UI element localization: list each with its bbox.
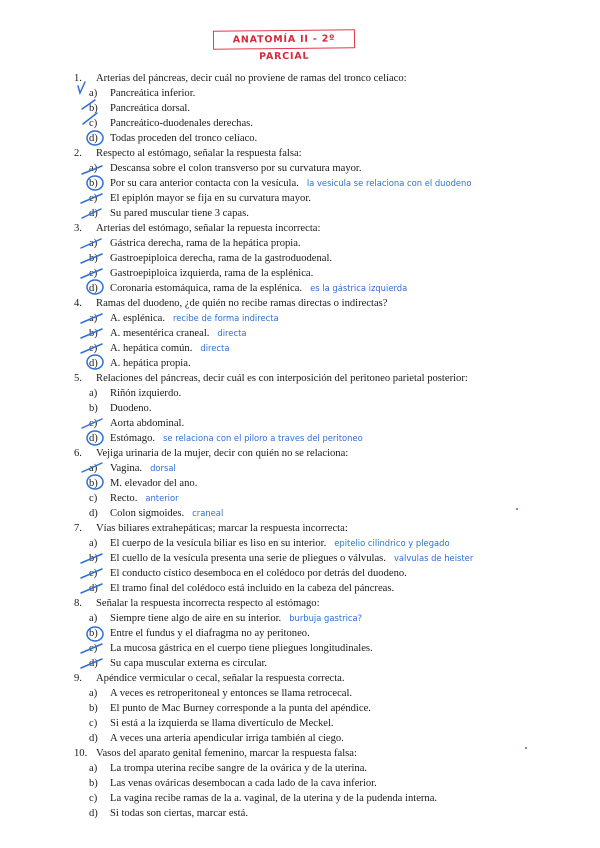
question-number: 8. <box>74 598 82 609</box>
answer-option <box>89 386 181 401</box>
answer-option <box>89 86 195 101</box>
answer-option <box>89 731 344 746</box>
handwritten-note: anterior <box>145 493 179 503</box>
option-letter: c) <box>89 418 98 429</box>
option-letter: d) <box>89 583 98 594</box>
option-letter: c) <box>89 118 98 129</box>
handwritten-note: valvulas de heister <box>393 553 474 563</box>
option-text: A. hepática común. <box>110 343 193 354</box>
question-text: Vías biliares extrahepáticas; marcar la respuesta incorrecta: <box>96 523 348 534</box>
answer-option <box>89 206 249 221</box>
handwritten-note: se relaciona con el piloro a traves del peritoneo <box>163 433 363 443</box>
question-5 <box>74 371 468 386</box>
question-7 <box>74 521 348 536</box>
option-text: El tramo final del colédoco está incluido en la cabeza del páncreas. <box>110 583 395 594</box>
option-letter: a) <box>89 763 98 774</box>
option-text: Vagina. <box>110 463 143 474</box>
option-letter: a) <box>89 88 98 99</box>
handwritten-note: es la gástrica izquierda <box>310 283 408 293</box>
option-text: Gastroepiploica izquierda, rama de la esplénica. <box>110 268 314 279</box>
answer-option <box>89 491 179 506</box>
option-text: El cuello de la vesícula presenta una serie de pliegues o válvulas. <box>110 553 386 564</box>
option-text: La vagina recibe ramas de la a. vaginal, de la uterina y de la pudenda interna. <box>110 793 438 804</box>
option-letter: b) <box>89 628 98 639</box>
option-text: El punto de Mac Burney corresponde a la punta del apéndice. <box>110 703 371 714</box>
answer-option <box>89 776 377 791</box>
answer-option <box>89 626 310 641</box>
question-2 <box>74 146 302 161</box>
handwritten-note: directa <box>200 343 230 353</box>
option-text: Pancreática dorsal. <box>110 103 191 114</box>
option-text: A. mesentérica craneal. <box>110 328 210 339</box>
option-letter: a) <box>89 163 98 174</box>
answer-option <box>89 761 367 776</box>
handwritten-note: burbuja gastrica? <box>289 613 363 623</box>
question-text: Arterias del estómago, señalar la repuesta incorrecta: <box>96 223 321 234</box>
option-letter: d) <box>89 658 98 669</box>
option-letter: d) <box>89 733 98 744</box>
question-text: Vasos del aparato genital femenino, marcar la respuesta falsa: <box>96 748 357 759</box>
option-letter: d) <box>89 133 98 144</box>
option-text: Todas proceden del tronco celíaco. <box>110 133 258 144</box>
answer-option <box>89 791 437 806</box>
answer-option <box>89 311 279 326</box>
question-text: Relaciones del páncreas, decir cuál es con interposición del peritoneo parietal posterior: <box>96 373 468 384</box>
option-text: Su capa muscular externa es circular. <box>110 658 268 669</box>
option-text: A. esplénica. <box>110 313 166 324</box>
option-letter: d) <box>89 433 98 444</box>
option-text: Su pared muscular tiene 3 capas. <box>110 208 249 219</box>
answer-option <box>89 806 248 821</box>
handwritten-note: dorsal <box>150 463 176 473</box>
question-number: 2. <box>74 148 82 159</box>
option-letter: d) <box>89 508 98 519</box>
answer-option <box>89 356 191 371</box>
option-letter: c) <box>89 718 98 729</box>
option-letter: b) <box>89 778 98 789</box>
option-letter: d) <box>89 358 98 369</box>
option-letter: a) <box>89 313 98 324</box>
option-text: Entre el fundus y el diafragma no ay peritoneo. <box>110 628 310 639</box>
option-text: Riñón izquierdo. <box>110 388 182 399</box>
option-letter: d) <box>89 808 98 819</box>
option-letter: a) <box>89 538 98 549</box>
question-1 <box>74 71 407 86</box>
option-text: Recto. <box>110 493 138 504</box>
option-letter: c) <box>89 568 98 579</box>
answer-option <box>89 281 407 296</box>
answer-option <box>89 641 373 656</box>
answer-option <box>89 686 352 701</box>
option-text: La mucosa gástrica en el cuerpo tiene pliegues longitudinales. <box>110 643 373 654</box>
question-6 <box>74 446 348 461</box>
ink-dot <box>516 508 518 510</box>
option-letter: c) <box>89 193 98 204</box>
option-text: Gástrica derecha, rama de la hepática propia. <box>110 238 301 249</box>
option-letter: c) <box>89 493 98 504</box>
question-10 <box>74 746 357 761</box>
ink-dot <box>525 747 527 749</box>
option-letter: c) <box>89 643 98 654</box>
option-text: Pancreático-duodenales derechas. <box>110 118 253 129</box>
option-letter: a) <box>89 238 98 249</box>
option-text: Duodeno. <box>110 403 152 414</box>
option-letter: a) <box>89 388 98 399</box>
question-number: 9. <box>74 673 82 684</box>
answer-option <box>89 191 311 206</box>
option-text: Si todas son ciertas, marcar está. <box>110 808 248 819</box>
option-letter: b) <box>89 703 98 714</box>
answer-option <box>89 581 394 596</box>
answer-option <box>89 656 267 671</box>
option-text: El cuerpo de la vesícula biliar es liso en su interior. <box>110 538 327 549</box>
option-letter: d) <box>89 283 98 294</box>
option-text: El conducto cístico desemboca en el colédoco por detrás del duodeno. <box>110 568 407 579</box>
option-text: Las venas ováricas desembocan a cada lado de la cava inferior. <box>110 778 377 789</box>
question-text: Respecto al estómago, señalar la respuesta falsa: <box>96 148 302 159</box>
answer-option <box>89 701 371 716</box>
question-number: 1. <box>74 73 82 84</box>
option-text: Coronaria estomáquica, rama de la esplénica. <box>110 283 303 294</box>
option-text: A veces una arteria apendicular irriga también al ciego. <box>110 733 344 744</box>
answer-option <box>89 416 184 431</box>
answer-option <box>89 401 152 416</box>
question-text: Apéndice vermicular o cecal, señalar la respuesta correcta. <box>96 673 345 684</box>
option-text: Por su cara anterior contacta con la vesícula. <box>110 178 299 189</box>
question-text: Vejiga urinaria de la mujer, decir con quién no se relaciona: <box>96 448 349 459</box>
option-letter: c) <box>89 268 98 279</box>
option-letter: b) <box>89 403 98 414</box>
option-text: Descansa sobre el colon transverso por su curvatura mayor. <box>110 163 362 174</box>
answer-option <box>89 611 362 626</box>
page-title: ANATOMÍA II - 2º PARCIAL <box>213 29 355 49</box>
question-number: 4. <box>74 298 82 309</box>
answer-option <box>89 566 407 581</box>
answer-option <box>89 536 450 551</box>
question-9 <box>74 671 345 686</box>
answer-option <box>89 251 332 266</box>
option-letter: a) <box>89 613 98 624</box>
option-letter: b) <box>89 178 98 189</box>
question-number: 10. <box>74 748 88 759</box>
handwritten-note: recibe de forma indirecta <box>173 313 279 323</box>
answer-option <box>89 326 246 341</box>
answer-option <box>89 341 229 356</box>
handwritten-note: la vesicula se relaciona con el duodeno <box>306 178 472 188</box>
question-number: 7. <box>74 523 82 534</box>
option-text: Aorta abdominal. <box>110 418 185 429</box>
handwritten-note: epitelio cilindrico y plegado <box>334 538 450 548</box>
option-text: Siempre tiene algo de aire en su interior. <box>110 613 282 624</box>
answer-option <box>89 116 253 131</box>
answer-option <box>89 476 197 491</box>
option-letter: c) <box>89 793 98 804</box>
option-text: Si está a la izquierda se llama divertículo de Meckel. <box>110 718 334 729</box>
question-text: Señalar la respuesta incorrecta respecto al estómago: <box>96 598 320 609</box>
option-letter: b) <box>89 328 98 339</box>
question-8 <box>74 596 320 611</box>
handwritten-note: directa <box>217 328 247 338</box>
option-text: Estómago. <box>110 433 156 444</box>
answer-option <box>89 131 257 146</box>
answer-option <box>89 716 334 731</box>
option-text: El epiplón mayor se fija en su curvatura mayor. <box>110 193 311 204</box>
option-letter: d) <box>89 208 98 219</box>
question-3 <box>74 221 320 236</box>
option-text: A. hepática propia. <box>110 358 191 369</box>
answer-option <box>89 101 190 116</box>
option-text: Pancreática inferior. <box>110 88 196 99</box>
answer-option <box>89 431 363 446</box>
answer-option <box>89 461 176 476</box>
option-text: La trompa uterina recibe sangre de la ovárica y de la uterina. <box>110 763 368 774</box>
handwritten-note: craneal <box>192 508 224 518</box>
answer-option <box>89 551 473 566</box>
option-letter: b) <box>89 478 98 489</box>
option-letter: c) <box>89 343 98 354</box>
option-text: A veces es retroperitoneal y entonces se llama retrocecal. <box>110 688 353 699</box>
option-letter: b) <box>89 103 98 114</box>
answer-option <box>89 236 301 251</box>
question-number: 3. <box>74 223 82 234</box>
answer-option <box>89 161 362 176</box>
answer-option <box>89 266 313 281</box>
answer-option <box>89 506 223 521</box>
question-number: 6. <box>74 448 82 459</box>
option-letter: a) <box>89 463 98 474</box>
question-text: Arterias del páncreas, decir cuál no proviene de ramas del tronco celíaco: <box>96 73 407 84</box>
question-4 <box>74 296 388 311</box>
question-number: 5. <box>74 373 82 384</box>
option-letter: b) <box>89 253 98 264</box>
answer-option <box>89 176 472 191</box>
option-text: M. elevador del ano. <box>110 478 198 489</box>
option-letter: a) <box>89 688 98 699</box>
question-text: Ramas del duodeno, ¿de quién no recibe ramas directas o indirectas? <box>96 298 388 309</box>
option-letter: b) <box>89 553 98 564</box>
option-text: Colon sigmoides. <box>110 508 185 519</box>
option-text: Gastroepiploica derecha, rama de la gastroduodenal. <box>110 253 333 264</box>
